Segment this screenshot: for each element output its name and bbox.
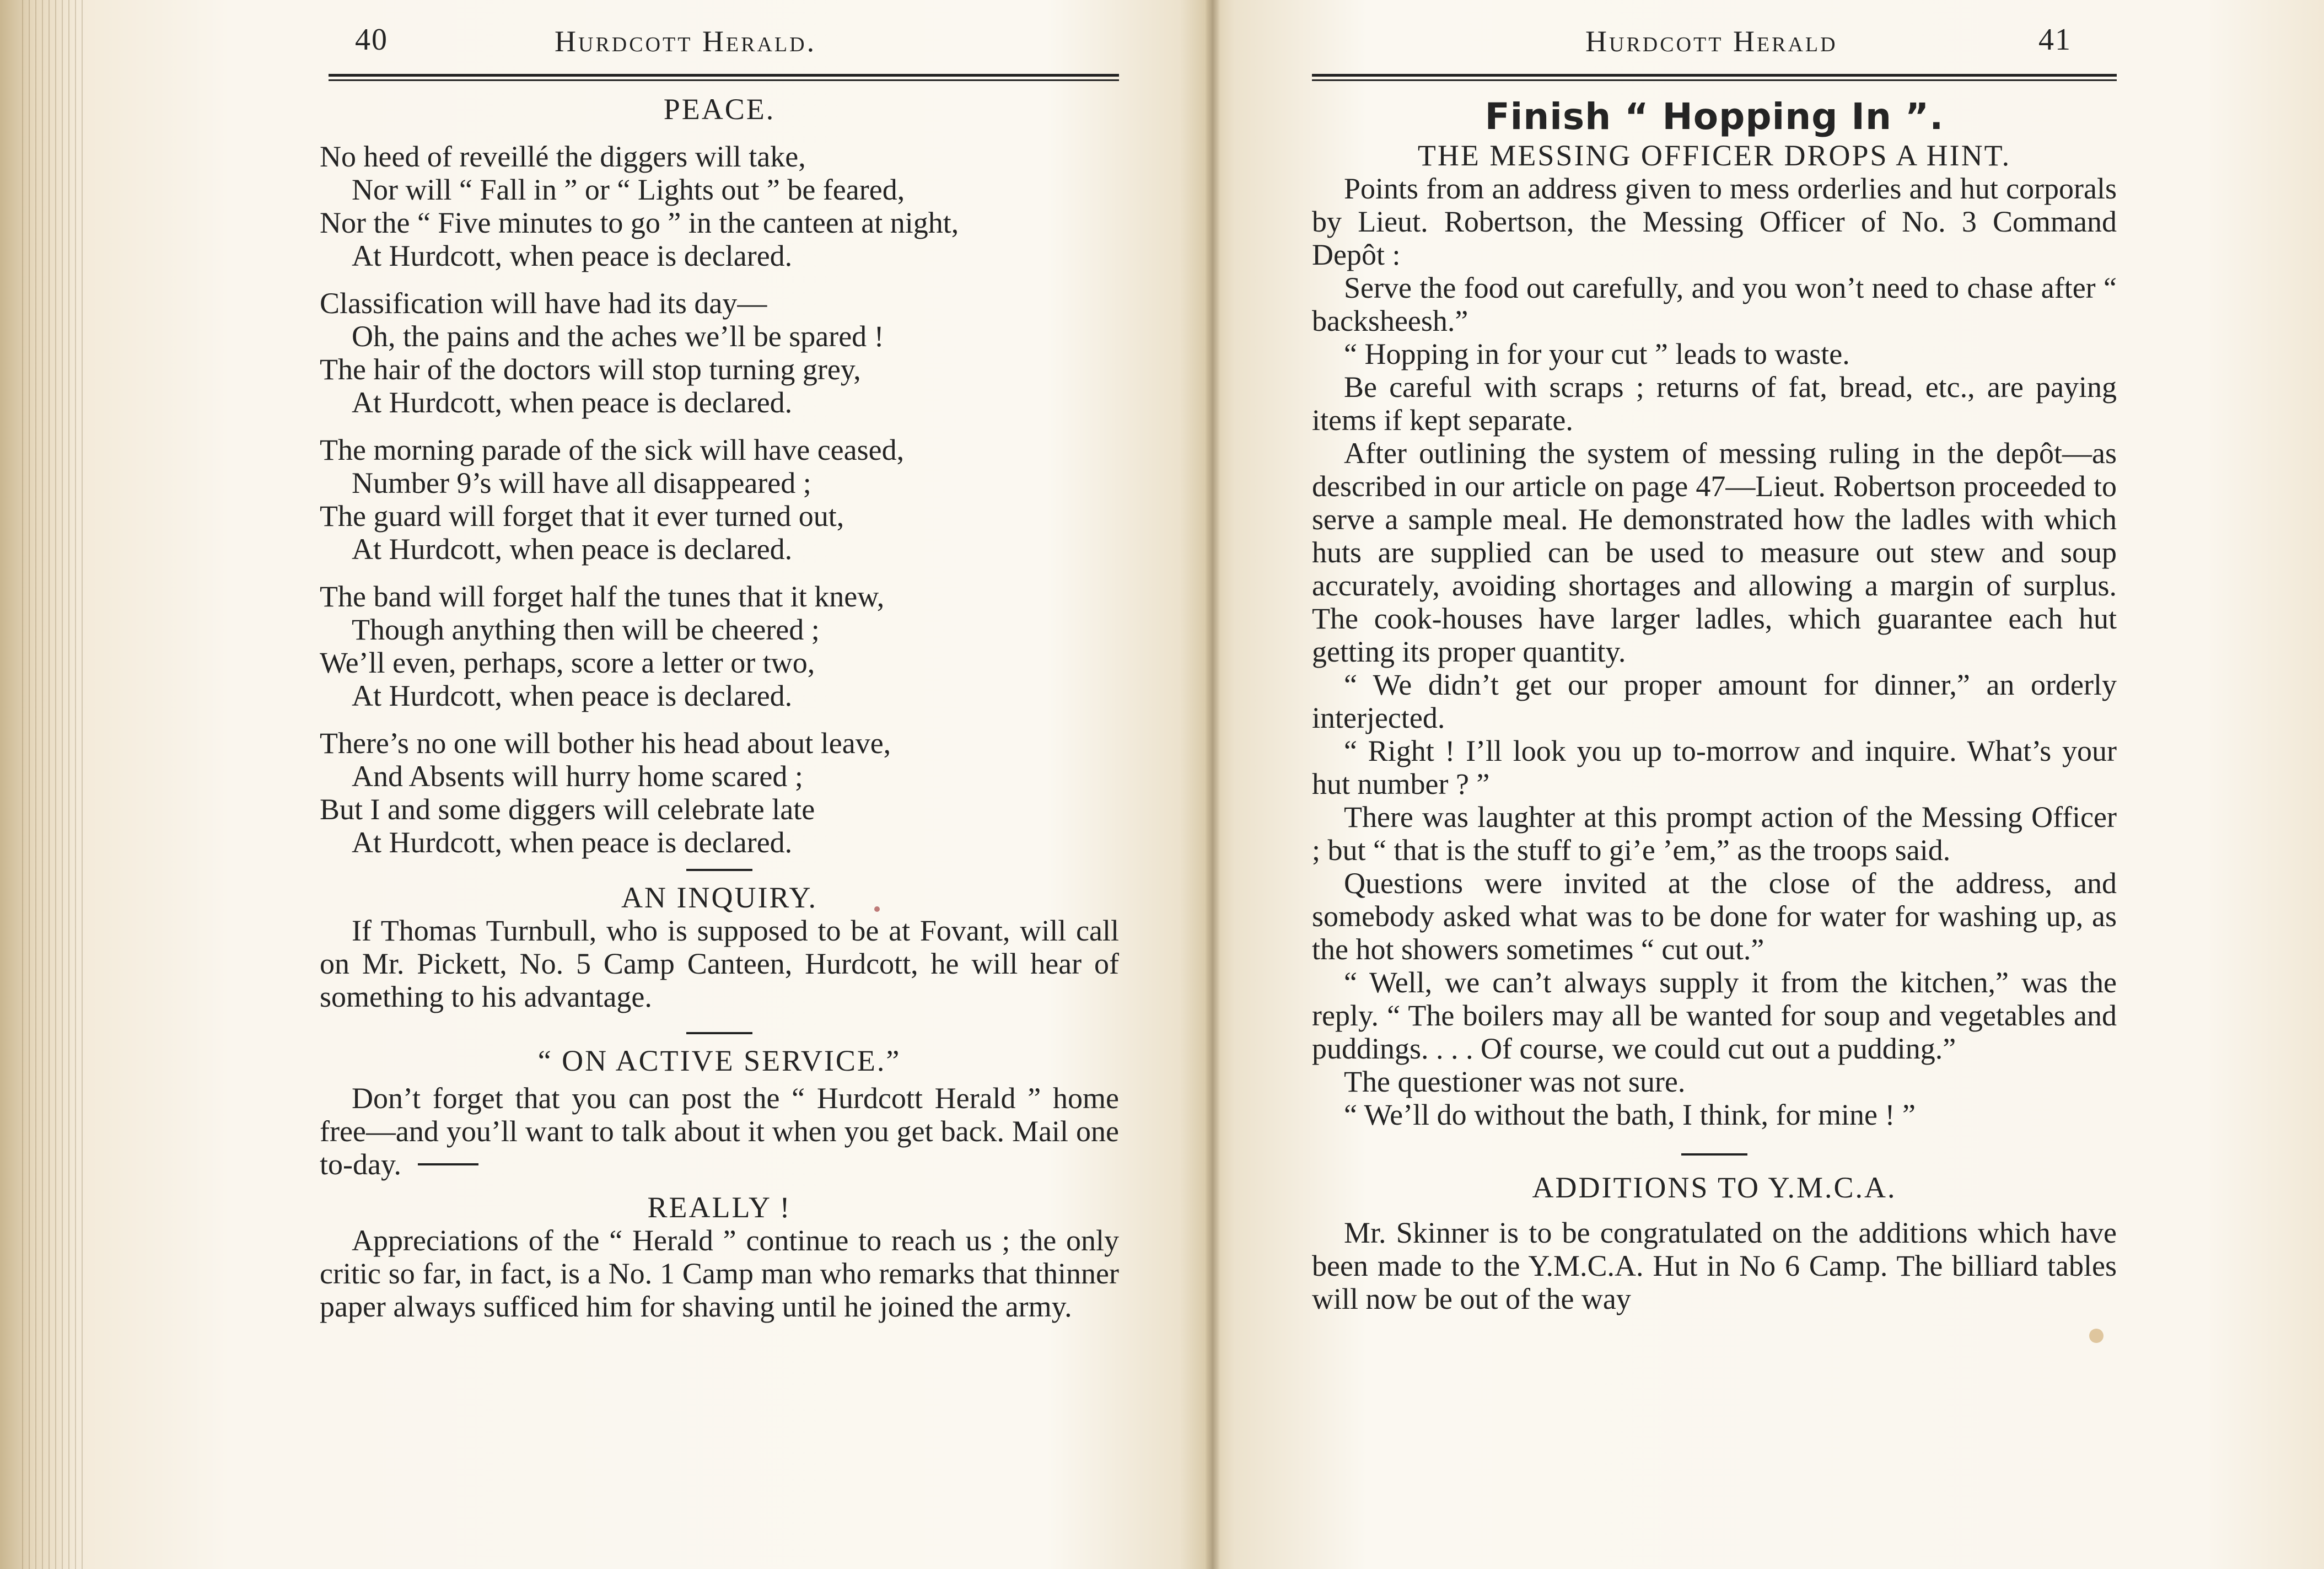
right-column [1312, 95, 2117, 1315]
section-divider [686, 1032, 752, 1034]
section-title: “ ON ACTIVE SERVICE.” [537, 1044, 901, 1077]
poem-line: The guard will forget that it ever turned out, [320, 499, 844, 533]
poem-line: At Hurdcott, when peace is declared. [352, 239, 793, 272]
article-paragraph: After outlining the system of messing ruling in the depôt—as described in our article on page 47—Lieut. Robertson proceeded to serve a sample meal. He demonstrated how the ladles with which huts are supplied can be used to measure out stew and soup accurately, avoiding shortages and allowing a margin of surplus. The cook-houses have larger ladles, which guarantee each hut getting its proper quantity. [1312, 437, 2117, 668]
article-paragraph: “ Right ! I’ll look you up to-morrow and inquire. What’s your hut number ? ” [1312, 734, 2117, 800]
article-paragraph: Points from an address given to mess orderlies and hut corporals by Lieut. Robertson, the Messing Officer of No. 3 Command Depôt : [1312, 172, 2117, 271]
section-title: REALLY ! [647, 1191, 792, 1224]
poem-line: The band will forget half the tunes that it knew, [320, 580, 885, 613]
section-divider [418, 1163, 478, 1165]
section-text: Mr. Skinner is to be congratulated on the additions which have been made to the Y.M.C.A. Hut in No 6 Camp. The billiard tables will now be out of the way [1312, 1216, 2117, 1315]
section-divider [686, 869, 752, 871]
poem-stanza [320, 287, 1119, 419]
article-paragraph: “ We’ll do without the bath, I think, for mine ! ” [1344, 1098, 1916, 1131]
running-title: Hurdcott Herald [1585, 25, 1838, 58]
article-subtitle: THE MESSING OFFICER DROPS A HINT. [1417, 139, 2011, 172]
poem-line: Though anything then will be cheered ; [352, 613, 820, 646]
article-title: Finish “ Hopping In ”. [1484, 95, 1944, 138]
article-paragraph: “ We didn’t get our proper amount for dinner,” an orderly interjected. [1312, 668, 2117, 734]
page-number: 41 [2038, 23, 2072, 57]
poem-line: Nor the “ Five minutes to go ” in the canteen at night, [320, 206, 959, 239]
running-title: Hurdcott Herald. [555, 25, 817, 58]
section-text [320, 1082, 1119, 1181]
poem-line: Nor will “ Fall in ” or “ Lights out ” be feared, [352, 173, 905, 206]
left-column [320, 93, 1119, 1323]
running-head-left [320, 22, 1119, 66]
section-title: ADDITIONS TO Y.M.C.A. [1532, 1171, 1897, 1204]
section-title: AN INQUIRY. [621, 881, 818, 914]
poem-title: PEACE. [663, 93, 776, 126]
poem-line: We’ll even, perhaps, score a letter or two, [320, 646, 815, 679]
poem-line: But I and some diggers will celebrate late [320, 793, 815, 826]
running-head-right [1312, 22, 2117, 66]
section-text: Appreciations of the “ Herald ” continue to reach us ; the only critic so far, in fact, is a No. 1 Camp man who remarks that thinner paper always sufficed him for shaving until he joined the army. [320, 1224, 1119, 1323]
article-paragraph: “ Hopping in for your cut ” leads to waste. [1344, 337, 1850, 370]
poem-line: No heed of reveillé the diggers will take, [320, 140, 806, 173]
poem-stanza [320, 140, 1119, 272]
poem-stanza [320, 727, 1119, 859]
header-rule [329, 74, 1119, 81]
page-edges [22, 0, 88, 1569]
poem-line: There’s no one will bother his head about leave, [320, 727, 891, 760]
article-paragraph: Questions were invited at the close of the address, and somebody asked what was to be done for water for washing up, as the hot showers sometimes “ cut out.” [1312, 867, 2117, 966]
poem-line: At Hurdcott, when peace is declared. [352, 533, 793, 566]
poem-line: And Absents will hurry home scared ; [352, 760, 803, 793]
poem-line: The morning parade of the sick will have ceased, [320, 433, 905, 466]
section-divider [1681, 1153, 1747, 1156]
article-paragraph: Be careful with scraps ; returns of fat, bread, etc., are paying items if kept separate. [1312, 370, 2117, 437]
poem-line: At Hurdcott, when peace is declared. [352, 386, 793, 419]
article-paragraph: Serve the food out carefully, and you won’t need to chase after “ backsheesh.” [1312, 271, 2117, 337]
article-paragraph: There was laughter at this prompt action of the Messing Officer ; but “ that is the stuff to gi’e ’em,” as the troops said. [1312, 800, 2117, 867]
book-gutter [1205, 0, 1220, 1569]
left-page [320, 0, 1119, 1569]
article-paragraph: The questioner was not sure. [1344, 1065, 1686, 1098]
poem-line: Number 9’s will have all disappeared ; [352, 466, 811, 499]
article-paragraph: “ Well, we can’t always supply it from the kitchen,” was the reply. “ The boilers may all be wanted for soup and vegetables and puddings. . . . Of course, we could cut out a pudding.” [1312, 966, 2117, 1065]
header-rule [1312, 74, 2117, 81]
poem-line: At Hurdcott, when peace is declared. [352, 679, 793, 712]
section-text-content: Don’t forget that you can post the “ Hurdcott Herald ” home free—and you’ll want to talk about it when you get back. Mail one to-day. [320, 1082, 1119, 1181]
section-text: If Thomas Turnbull, who is supposed to be at Fovant, will call on Mr. Pickett, No. 5 Camp Canteen, Hurdcott, he will hear of something to his advantage. [320, 914, 1119, 1013]
poem-line: Oh, the pains and the aches we’ll be spared ! [352, 320, 884, 353]
poem-line: At Hurdcott, when peace is declared. [352, 826, 793, 859]
poem-stanza [320, 433, 1119, 566]
poem-line: The hair of the doctors will stop turning grey, [320, 353, 861, 386]
poem-stanza [320, 580, 1119, 712]
right-page [1312, 0, 2117, 1569]
poem-line: Classification will have had its day— [320, 287, 767, 320]
page-number: 40 [355, 23, 388, 57]
